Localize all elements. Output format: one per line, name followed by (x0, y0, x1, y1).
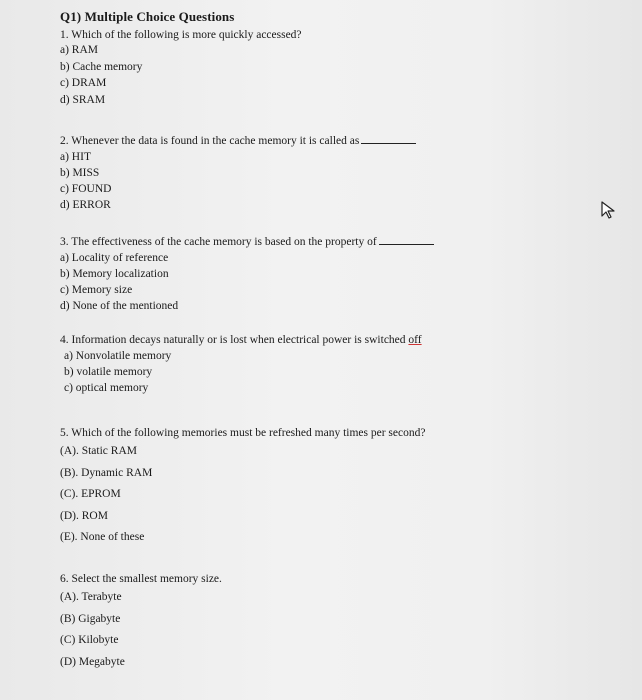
option-e: (E). None of these (60, 531, 145, 543)
question-text: 5. Which of the following memories must be refreshed many times per second? (60, 427, 426, 439)
question-text: 3. The effectiveness of the cache memory is based on the property of (60, 236, 377, 248)
option-a: a) Nonvolatile memory (64, 350, 172, 362)
question-6 (60, 572, 222, 673)
question-5 (60, 426, 425, 549)
mouse-pointer-icon (600, 200, 618, 220)
question-text-line (60, 133, 416, 149)
option-b: b) Cache memory (60, 60, 143, 73)
answer-blank (361, 133, 416, 144)
option-b: b) Memory localization (60, 268, 169, 280)
question-3 (60, 234, 434, 314)
question-text-line (60, 333, 422, 348)
question-text-tail: off (408, 334, 422, 346)
option-a: (A). Terabyte (60, 591, 122, 603)
option-a: a) RAM (60, 44, 99, 56)
option-b: b) volatile memory (64, 366, 153, 378)
question-text: 6. Select the smallest memory size. (60, 573, 222, 585)
option-c: c) FOUND (60, 183, 112, 195)
option-c: c) DRAM (60, 77, 107, 89)
question-4 (60, 333, 422, 396)
question-text: 2. Whenever the data is found in the cache memory it is called as (60, 135, 360, 147)
option-c: (C). EPROM (60, 488, 121, 500)
option-b: b) MISS (60, 167, 100, 179)
answer-blank (379, 234, 434, 245)
question-1 (60, 28, 302, 108)
option-d: d) ERROR (60, 199, 111, 211)
question-2 (60, 133, 416, 213)
option-d: d) None of the mentioned (60, 300, 179, 312)
option-d: (D) Megabyte (60, 655, 125, 668)
section-heading: Q1) Multiple Choice Questions (60, 9, 235, 24)
question-text-line (60, 234, 434, 250)
question-text: 1. Which of the following is more quickly accessed? (60, 29, 302, 41)
option-c: c) optical memory (64, 382, 149, 394)
option-a: a) Locality of reference (60, 252, 169, 264)
option-c: c) Memory size (60, 284, 133, 296)
option-a: a) HIT (60, 151, 91, 163)
question-text: 4. Information decays naturally or is lost when electrical power is switched (60, 334, 406, 346)
option-d: d) SRAM (60, 93, 106, 106)
option-c: (C) Kilobyte (60, 634, 119, 646)
option-b: (B). Dynamic RAM (60, 466, 153, 479)
option-a: (A). Static RAM (60, 445, 137, 457)
option-d: (D). ROM (60, 509, 108, 522)
option-b: (B) Gigabyte (60, 612, 121, 625)
